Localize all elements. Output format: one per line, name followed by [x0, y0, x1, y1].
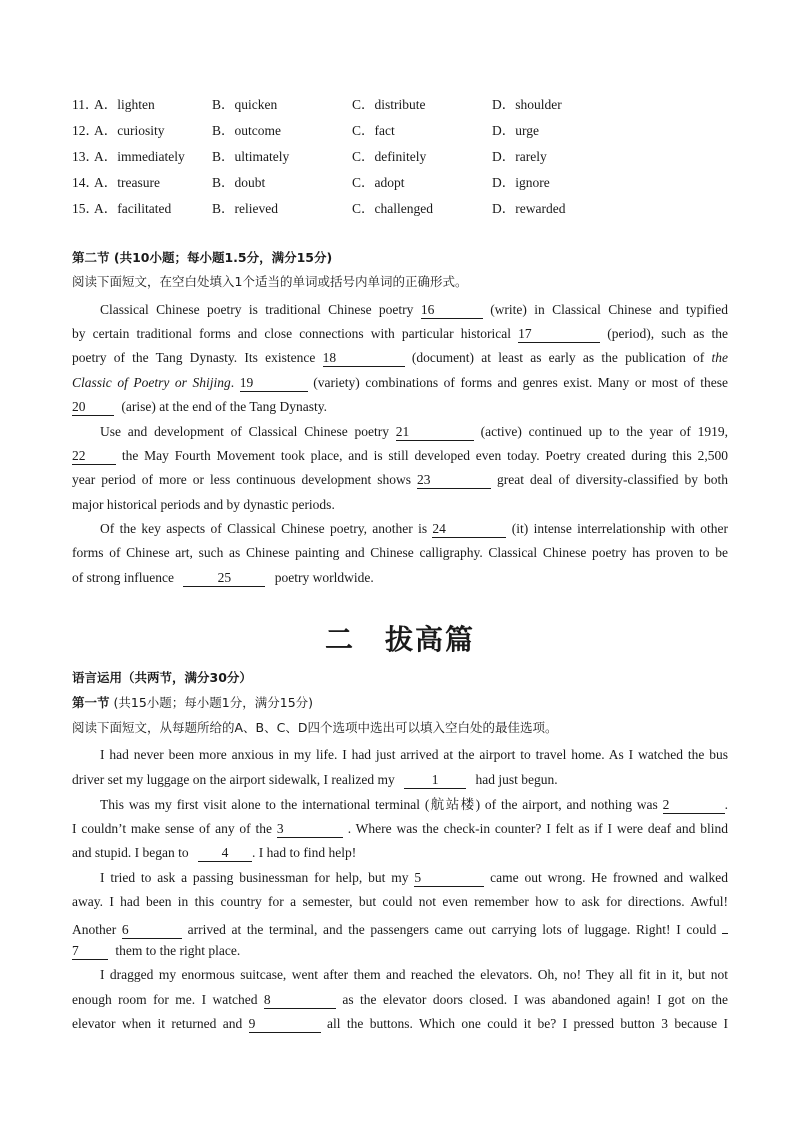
paragraph-line: Classical Chinese poetry is traditional Chinese poetry 16 (write) in Classical Chinese and typified — [100, 302, 728, 317]
paragraph-line: of strong influence 25 poetry worldwide. — [72, 570, 374, 585]
option-a: A．curiosity — [94, 123, 165, 138]
blank-7: 7 — [72, 943, 108, 960]
paragraph-line: I dragged my enormous suitcase, went after them and reached the elevators. Oh, no! They all fit in it, but not — [100, 967, 728, 982]
paragraph-line: I had never been more anxious in my life. I had just arrived at the airport to travel home. As I watched the bus — [100, 747, 728, 762]
blank-19: 19 — [240, 375, 308, 392]
question-number: 11． — [72, 97, 99, 112]
question-number: 12． — [72, 123, 99, 138]
paragraph-line: Use and development of Classical Chinese poetry 21 (active) continued up to the year of 1919, — [100, 424, 729, 439]
option-b: B．relieved — [212, 201, 278, 216]
blank-20: 20 — [72, 399, 114, 416]
option-c: C．fact — [352, 123, 395, 138]
option-a: A．facilitated — [94, 201, 172, 216]
blank-7-start — [722, 917, 728, 934]
blank-21: 21 — [396, 424, 474, 441]
option-c: C．distribute — [352, 97, 426, 112]
question-number: 13． — [72, 149, 99, 164]
blank-5: 5 — [414, 870, 484, 887]
paragraph-line: and stupid. I began to 4 . I had to find help! — [72, 845, 357, 860]
paragraph-line: elevator when it returned and 9 all the buttons. Which one could it be? I pressed button 3 because I — [72, 1016, 729, 1031]
blank-2: 2 — [663, 797, 725, 814]
option-a: A．immediately — [94, 149, 185, 164]
blank-18: 18 — [323, 350, 405, 367]
paragraph-line: Another 6 arrived at the terminal, and the passengers came out carrying lots of luggage. Right! I could — [72, 917, 728, 937]
blank-16: 16 — [421, 302, 483, 319]
blank-8: 8 — [264, 992, 336, 1009]
option-b: B．quicken — [212, 97, 278, 112]
blank-22: 22 — [72, 448, 116, 465]
paragraph-line: by certain traditional forms and close connections with particular historical 17 (period), such as the — [72, 326, 729, 341]
blank-23: 23 — [417, 472, 491, 489]
option-a: A．lighten — [94, 97, 155, 112]
paragraph-line: major historical periods and by dynastic periods. — [72, 497, 335, 512]
option-c: C．definitely — [352, 149, 427, 164]
blank-4: 4 — [198, 845, 252, 862]
paragraph-line: poetry of the Tang Dynasty. Its existence 18 (document) at least as early as the publication of the — [72, 350, 729, 365]
paragraph-line: This was my first visit alone to the international terminal (航站楼) of the airport, and nothing was 2 . — [100, 797, 729, 812]
blank-3: 3 — [277, 821, 343, 838]
option-b: B．outcome — [212, 123, 281, 138]
section-instruction: 阅读下面短文，从每题所给的A、B、C、D四个选项中选出可以填入空白处的最佳选项。 — [72, 720, 558, 735]
blank-9: 9 — [249, 1016, 321, 1033]
blank-24: 24 — [432, 521, 506, 538]
paragraph-line: enough room for me. I watched 8 as the elevator doors closed. I was abandoned again! I got on the — [72, 992, 729, 1007]
paragraph-line: year period of more or less continuous development shows 23 great deal of diversity-classified by both — [72, 472, 729, 487]
option-b: B．ultimately — [212, 149, 290, 164]
paragraph-line: Classic of Poetry or Shijing. 19 (variety) combinations of forms and genres exist. Many or most of these — [72, 375, 729, 390]
paragraph-line: I tried to ask a passing businessman for help, but my 5 came out wrong. He frowned and walked — [100, 870, 729, 885]
option-d: D．rarely — [492, 149, 547, 164]
paragraph-line: 7 them to the right place. — [72, 943, 241, 958]
option-b: B．doubt — [212, 175, 266, 190]
paragraph-line: I couldn’t make sense of any of the 3 . Where was the check-in counter? I felt as if I were deaf and blind — [72, 821, 729, 836]
option-d: D．urge — [492, 123, 539, 138]
part-title: 二 拔高篇 — [324, 623, 475, 656]
section-heading: 第一节 (共15小题；每小题1分，满分15分) — [72, 695, 314, 710]
option-d: D．ignore — [492, 175, 550, 190]
paragraph-line: Of the key aspects of Classical Chinese poetry, another is 24 (it) intense interrelationship with other — [100, 521, 728, 536]
question-number: 14． — [72, 175, 99, 190]
blank-25: 25 — [183, 570, 265, 587]
blank-1: 1 — [404, 772, 466, 789]
blank-6: 6 — [122, 922, 182, 939]
option-c: C．adopt — [352, 175, 405, 190]
paragraph-line: driver set my luggage on the airport sidewalk, I realized my 1 had just begun. — [72, 772, 558, 787]
option-d: D．rewarded — [492, 201, 566, 216]
question-number: 15． — [72, 201, 99, 216]
paragraph-line: 20 (arise) at the end of the Tang Dynasty. — [72, 399, 327, 414]
subheading: 语言运用（共两节，满分30分） — [72, 670, 252, 685]
option-d: D．shoulder — [492, 97, 562, 112]
paragraph-line: forms of Chinese art, such as Chinese painting and Chinese calligraphy. Classical Chinese poetry has proven to be — [72, 545, 728, 560]
section-heading: 第二节 (共10小题；每小题1.5分，满分15分) — [72, 250, 333, 265]
paragraph-line: away. I had been in this country for a semester, but could not even remember how to ask for directions. Awful! — [72, 894, 728, 909]
blank-17: 17 — [518, 326, 600, 343]
option-a: A．treasure — [94, 175, 160, 190]
paragraph-line: 22 the May Fourth Movement took place, and is still developed even today. Poetry created during this 2,500 — [72, 448, 728, 463]
option-c: C．challenged — [352, 201, 433, 216]
section-instruction: 阅读下面短文，在空白处填入1个适当的单词或括号内单词的正确形式。 — [72, 274, 468, 289]
